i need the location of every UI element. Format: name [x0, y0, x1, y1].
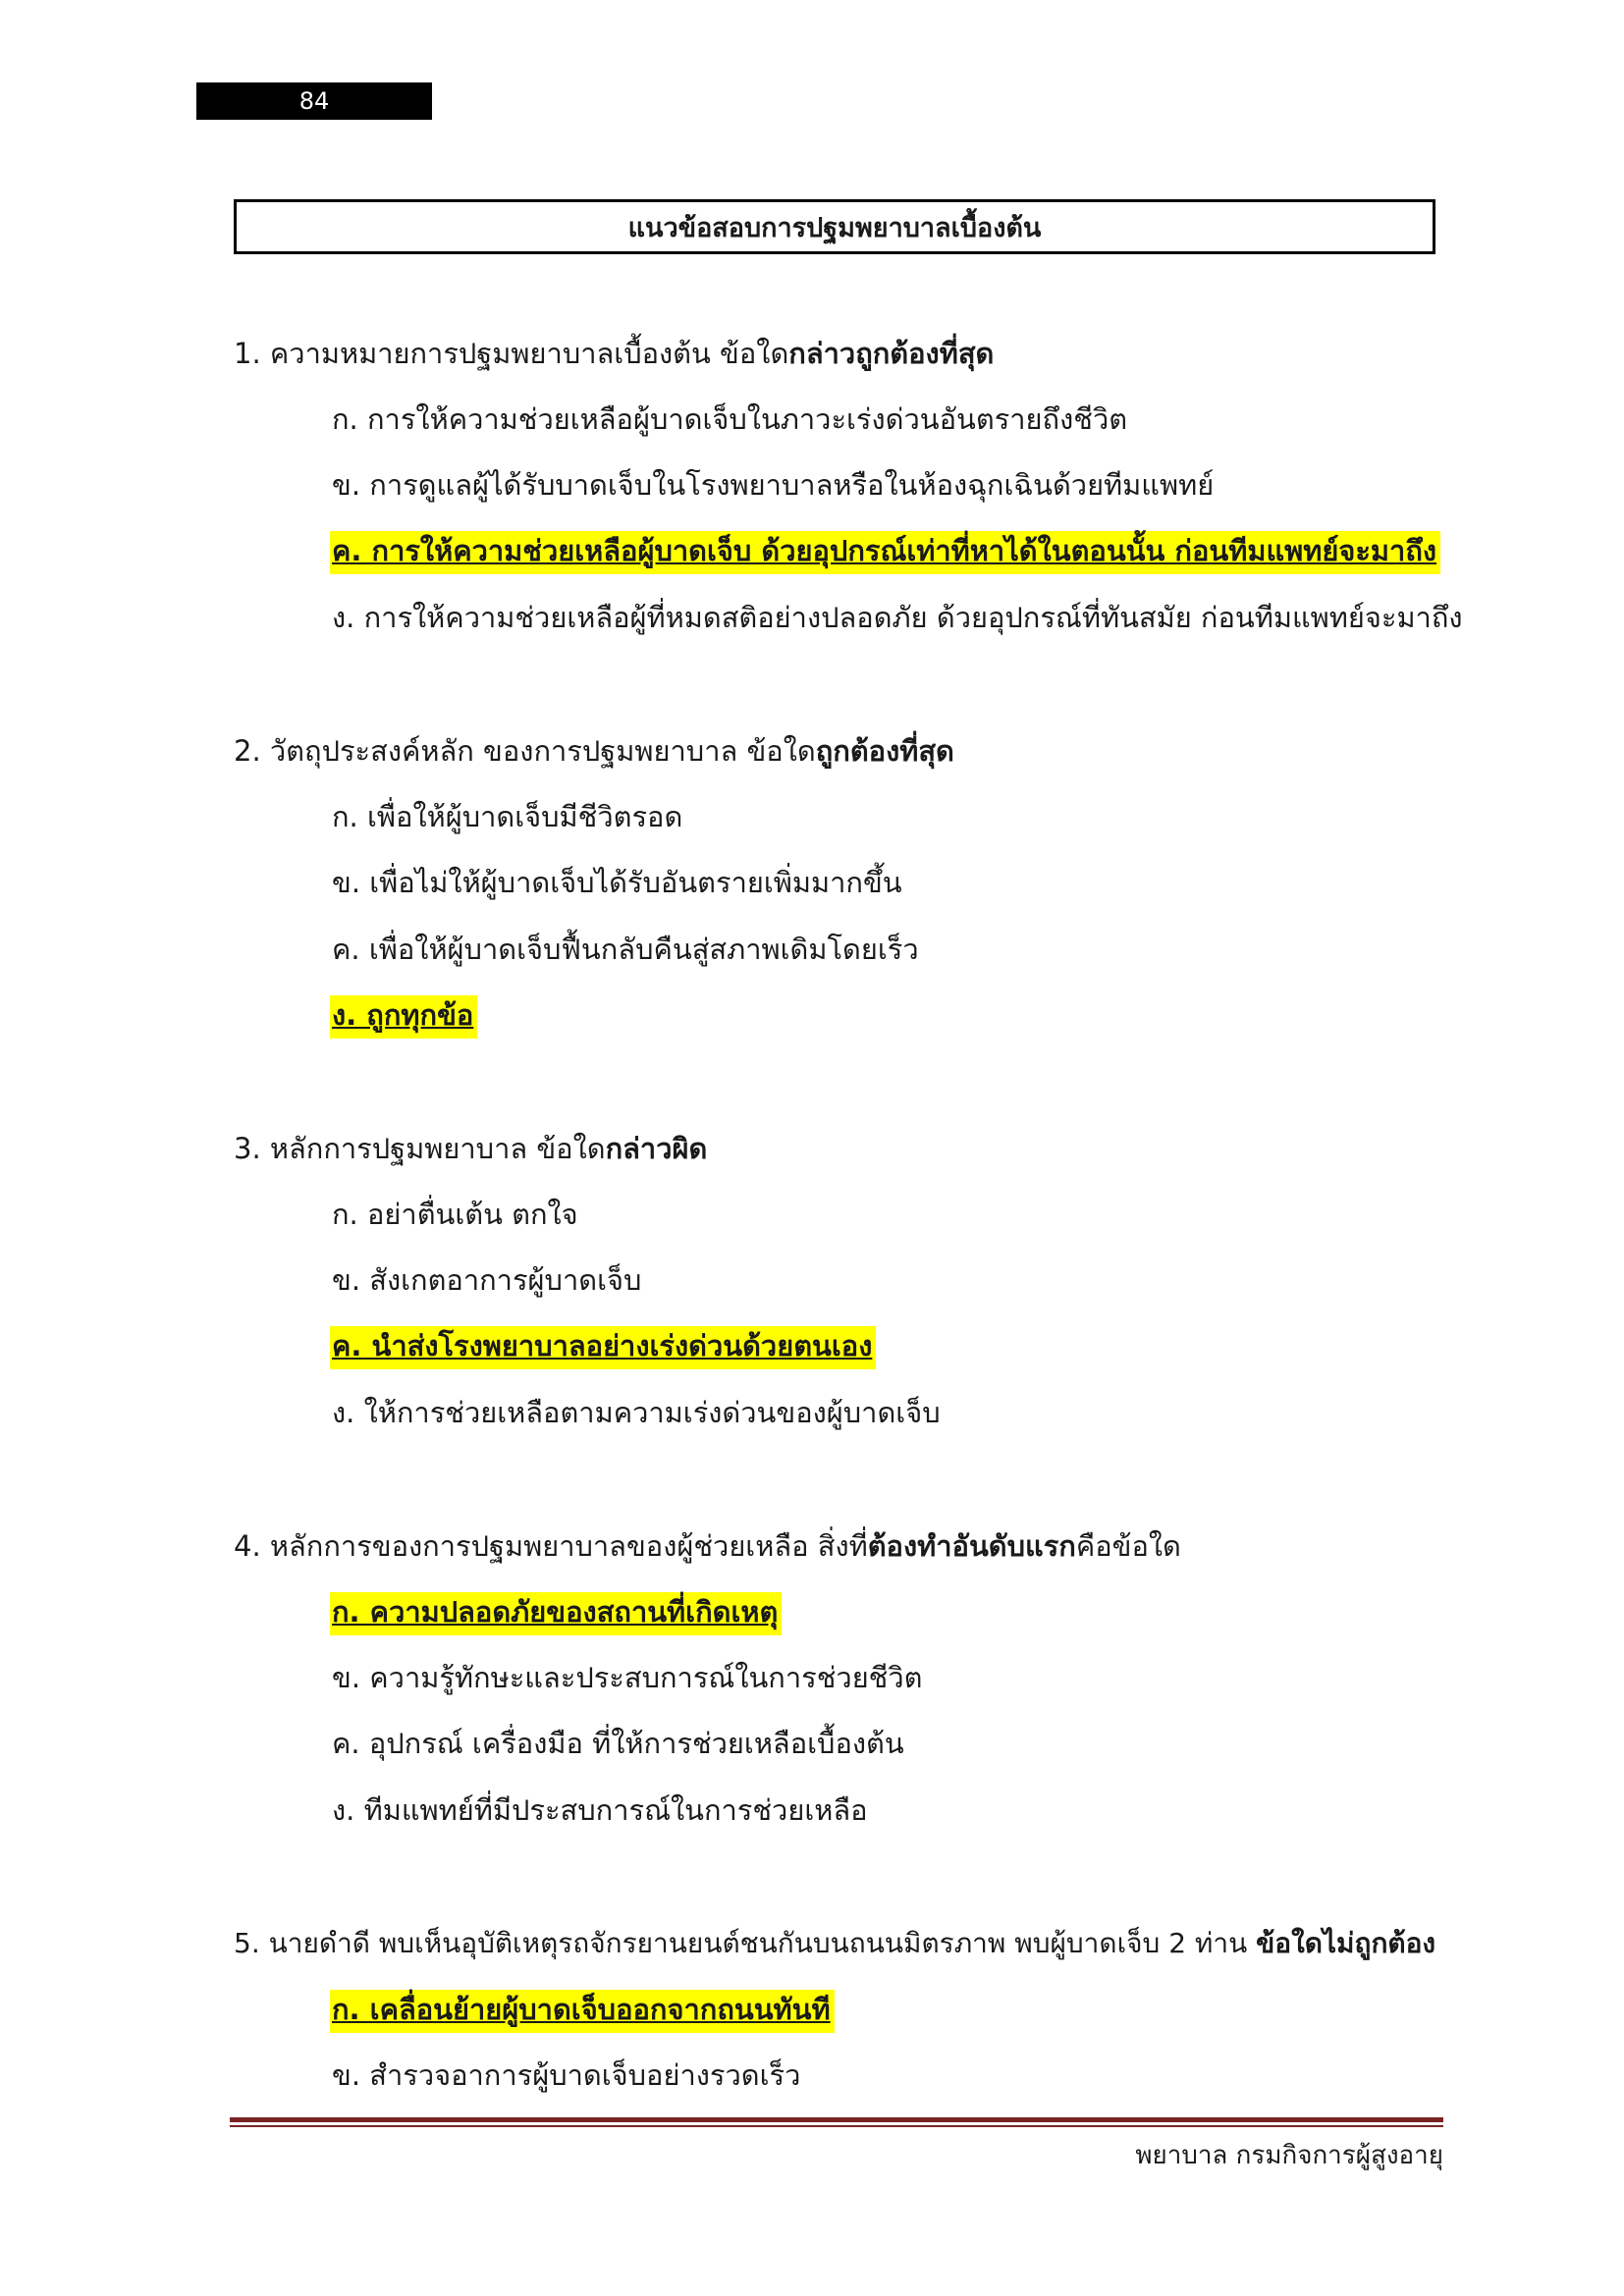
- choice-2a: ก. เพื่อให้ผู้บาดเจ็บมีชีวิตรอด: [332, 800, 683, 833]
- question-text: 2. วัตถุประสงค์หลัก ของการปฐมพยาบาล ข้อใด: [234, 734, 816, 768]
- choice-1a: ก. การให้ความช่วยเหลือผู้บาดเจ็บในภาวะเร่งด่วนอันตรายถึงชีวิต: [332, 402, 1128, 436]
- question-emphasis: กล่าวผิด: [605, 1132, 708, 1165]
- choice-1c-correct: ค. การให้ความช่วยเหลือผู้บาดเจ็บ ด้วยอุปกรณ์เท่าที่หาได้ในตอนนั้น ก่อนทีมแพทย์จะมาถึง: [330, 531, 1440, 574]
- footer-rule: [230, 2117, 1443, 2122]
- page-title-text: แนวข้อสอบการปฐมพยาบาลเบื้องต้น: [627, 212, 1042, 243]
- question-5: [234, 1924, 1435, 1963]
- choice-3c-correct: ค. นำส่งโรงพยาบาลอย่างเร่งด่วนด้วยตนเอง: [330, 1326, 876, 1369]
- choice-3b: ข. สังเกตอาการผู้บาดเจ็บ: [332, 1263, 642, 1297]
- question-text: 1. ความหมายการปฐมพยาบาลเบื้องต้น ข้อใด: [234, 337, 789, 370]
- choice-5b: ข. สำรวจอาการผู้บาดเจ็บอย่างรวดเร็ว: [332, 2058, 801, 2092]
- choice-5a-correct: ก. เคลื่อนย้ายผู้บาดเจ็บออกจากถนนทันที: [330, 1990, 835, 2033]
- question-text: 4. หลักการของการปฐมพยาบาลของผู้ช่วยเหลือ สิ่งที่: [234, 1529, 868, 1563]
- choice-3d: ง. ให้การช่วยเหลือตามความเร่งด่วนของผู้บาดเจ็บ: [332, 1396, 941, 1429]
- question-emphasis: กล่าวถูกต้องที่สุด: [788, 337, 995, 370]
- question-2: [234, 731, 954, 771]
- choice-2c: ค. เพื่อให้ผู้บาดเจ็บฟื้นกลับคืนสู่สภาพเดิมโดยเร็ว: [332, 933, 919, 966]
- question-1: [234, 334, 994, 373]
- question-suffix: คือข้อใด: [1075, 1529, 1181, 1563]
- page-title: [234, 199, 1435, 254]
- question-emphasis: ต้องทำอันดับแรก: [867, 1529, 1076, 1563]
- choice-1b: ข. การดูแลผู้ได้รับบาดเจ็บในโรงพยาบาลหรือในห้องฉุกเฉินด้วยทีมแพทย์: [332, 468, 1215, 502]
- page-number: 84: [196, 82, 432, 120]
- question-3: [234, 1129, 707, 1168]
- footer-text: พยาบาล กรมกิจการผู้สูงอายุ: [1135, 2141, 1443, 2170]
- question-emphasis: ข้อใดไม่ถูกต้อง: [1256, 1927, 1436, 1959]
- choice-1d: ง. การให้ความช่วยเหลือผู้ที่หมดสติอย่างปลอดภัย ด้วยอุปกรณ์ที่ทันสมัย ก่อนทีมแพทย์จะมาถึง: [332, 601, 1463, 634]
- choice-4a-correct: ก. ความปลอดภัยของสถานที่เกิดเหตุ: [330, 1592, 782, 1635]
- choice-3a: ก. อย่าตื่นเต้น ตกใจ: [332, 1198, 578, 1231]
- choice-4c: ค. อุปกรณ์ เครื่องมือ ที่ให้การช่วยเหลือเบื้องต้น: [332, 1727, 904, 1760]
- choice-2d-correct: ง. ถูกทุกข้อ: [330, 995, 477, 1039]
- choice-4b: ข. ความรู้ทักษะและประสบการณ์ในการช่วยชีวิต: [332, 1661, 923, 1694]
- footer-rule-thin: [230, 2125, 1443, 2127]
- choice-4d: ง. ทีมแพทย์ที่มีประสบการณ์ในการช่วยเหลือ: [332, 1793, 868, 1827]
- question-text: 3. หลักการปฐมพยาบาล ข้อใด: [234, 1132, 606, 1165]
- question-emphasis: ถูกต้องที่สุด: [815, 734, 954, 768]
- question-text: 5. นายดำดี พบเห็นอุบัติเหตุรถจักรยานยนต์ชนกันบนถนนมิตรภาพ พบผู้บาดเจ็บ 2 ท่าน: [234, 1927, 1257, 1959]
- choice-2b: ข. เพื่อไม่ให้ผู้บาดเจ็บได้รับอันตรายเพิ่มมากขึ้น: [332, 866, 902, 899]
- question-4: [234, 1526, 1181, 1566]
